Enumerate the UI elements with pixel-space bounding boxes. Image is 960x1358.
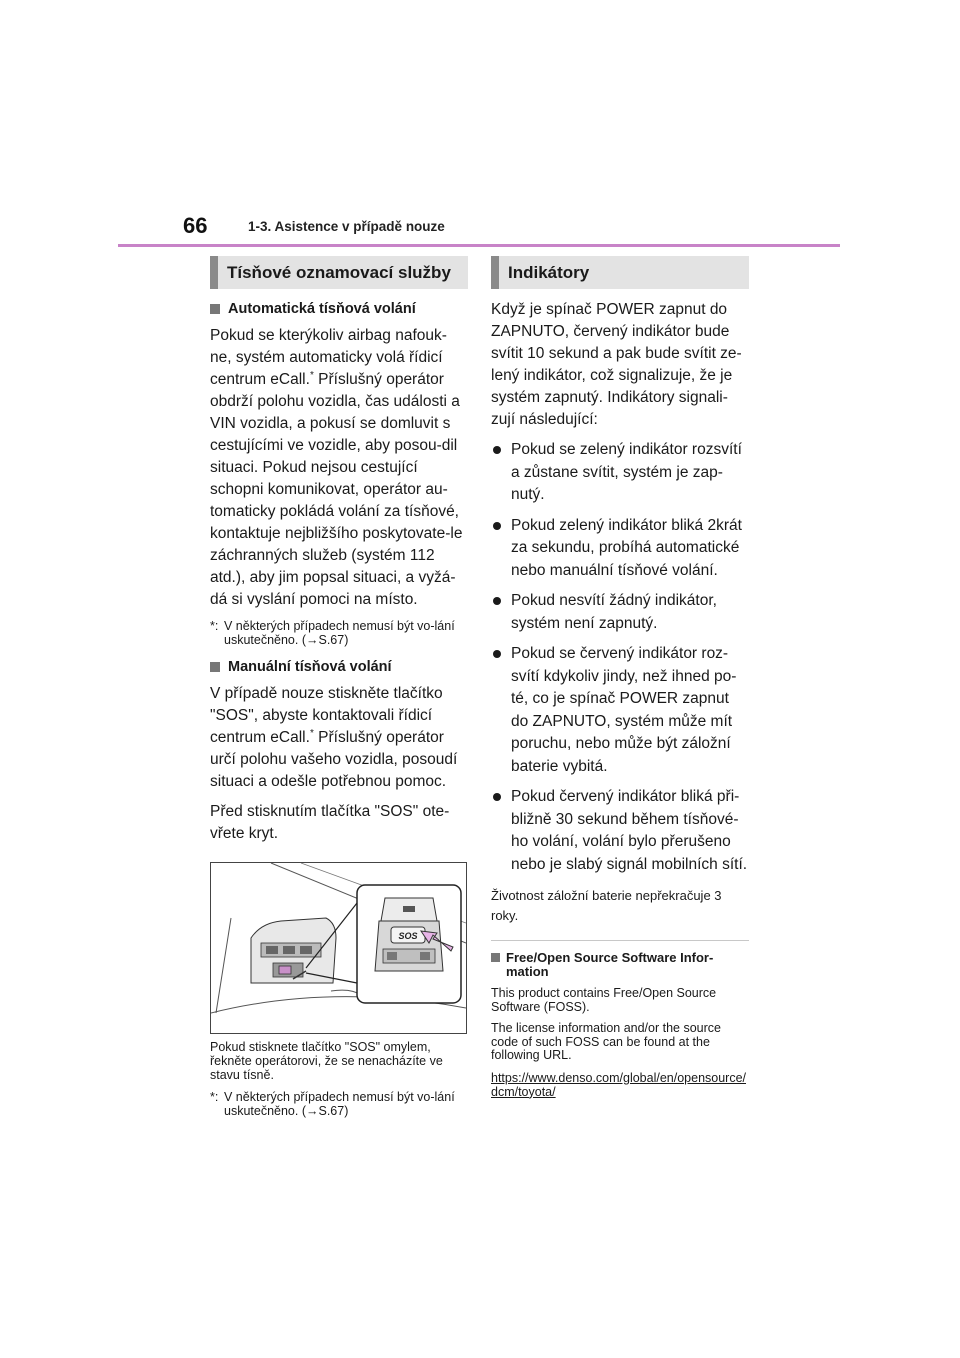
bullet-dot-icon xyxy=(493,793,501,801)
indicators-heading: Indikátory xyxy=(491,256,749,289)
footnote-mark: *: xyxy=(210,1090,219,1104)
footnote-star: * xyxy=(309,727,314,739)
foss-title: Free/Open Source Software Infor-mation xyxy=(506,950,714,979)
auto-call-footnote xyxy=(210,619,468,647)
manual-call-heading xyxy=(210,659,468,675)
list-item: Pokud se červený indikátor roz-svítí kdykoliv jindy, než ihned po-té, co je spínač POWER zapnut do ZAPNUTO, systém může mít poruchu, nebo může být záložní baterie vybitá. xyxy=(491,643,749,778)
footnote-text: V některých případech nemusí být vo-lání uskutečněno. (→S.67) xyxy=(224,1090,455,1118)
figure-caption: Pokud stisknete tlačítko "SOS" omylem, řekněte operátorovi, že se nenacházíte ve stavu tísně. xyxy=(210,1040,443,1082)
bullet-dot-icon xyxy=(493,650,501,658)
indicators-intro: Když je spínač POWER zapnut do ZAPNUTO, červený indikátor bude svítit 10 sekund a pak bude svítit ze-lený indikátor, což signalizuje, že je systém zapnutý. Indikátory signali-zují následující: xyxy=(491,301,742,428)
list-item: Pokud se zelený indikátor rozsvítí a zůstane svítit, systém je zap-nutý. xyxy=(491,439,749,507)
page-number: 66 xyxy=(183,213,208,238)
indicator-list xyxy=(491,439,749,876)
left-column xyxy=(210,256,468,1118)
bullet-dot-icon xyxy=(493,522,501,530)
footnote-text: V některých případech nemusí být vo-lání uskutečněno. (→S.67) xyxy=(224,619,455,647)
footnote-star: * xyxy=(309,369,314,381)
open-cover-text: Před stisknutím tlačítka "SOS" ote-vřete kryt. xyxy=(210,803,450,842)
foss-url-link[interactable]: https://www.denso.com/global/en/opensource/dcm/toyota/ xyxy=(491,1070,747,1099)
section-title: 1-3. Asistence v případě nouze xyxy=(248,219,445,234)
manual-call-text-a: V případě nouze stiskněte tlačítko "SOS", abyste kontaktovali řídicí centrum eCall. xyxy=(210,685,443,746)
manual-call-text-b: Příslušný operátor určí polohu vašeho vozidla, posoudí situaci a odešle potřebnou pomoc. xyxy=(210,729,458,790)
caption-footnote xyxy=(210,1090,468,1118)
auto-call-text-b: Příslušný operátor obdrží polohu vozidla, čas události a VIN vozidla, a pokusí se domluvit s cestujícími ve vozidle, aby posou-dil situaci. Pokud nejsou cestující schopni komunikovat, operátor au-tomaticky pokládá volání za tísňové, kontaktuje nejbližšího poskytovate-le záchranných služeb (systém 112 atd.), aby jim popsal situaci, a vyžá-dá si vyslání pomoci na místo. xyxy=(210,371,463,608)
section-divider xyxy=(491,940,749,941)
foss-heading xyxy=(491,951,749,979)
auto-call-heading xyxy=(210,301,468,317)
battery-life-note: Životnost záložní baterie nepřekračuje 3 roky. xyxy=(491,888,722,923)
header-divider xyxy=(118,244,840,247)
list-item: Pokud červený indikátor bliká při-bližně 30 sekund během tísňové-ho volání, volání bylo přerušeno nebo je slabý signál mobilních sítí. xyxy=(491,786,749,876)
right-column xyxy=(491,256,749,1099)
foss-text-2: The license information and/or the source code of such FOSS can be found at the following URL. xyxy=(491,1021,721,1062)
list-item: Pokud zelený indikátor bliká 2krát za sekundu, probíhá automatické nebo manuální tísňové volání. xyxy=(491,515,749,583)
sos-label: SOS xyxy=(398,931,418,941)
bullet-dot-icon xyxy=(493,446,501,454)
auto-call-text xyxy=(210,325,468,611)
square-bullet-icon xyxy=(491,953,500,962)
square-bullet-icon xyxy=(210,304,220,314)
foss-text-1: This product contains Free/Open Source Software (FOSS). xyxy=(491,986,717,1014)
sos-button-illustration xyxy=(210,862,467,1034)
auto-call-text-a: Pokud se kterýkoliv airbag nafouk-ne, systém automaticky volá řídicí centrum eCall. xyxy=(210,327,447,388)
manual-call-text xyxy=(210,683,468,793)
list-item: Pokud nesvítí žádný indikátor, systém není zapnutý. xyxy=(491,590,749,635)
square-bullet-icon xyxy=(210,662,220,672)
emergency-services-heading: Tísňové oznamovací služby xyxy=(210,256,468,289)
auto-call-title: Automatická tísňová volání xyxy=(228,301,416,317)
footnote-mark: *: xyxy=(210,619,219,633)
bullet-dot-icon xyxy=(493,597,501,605)
manual-call-title: Manuální tísňová volání xyxy=(228,659,392,675)
